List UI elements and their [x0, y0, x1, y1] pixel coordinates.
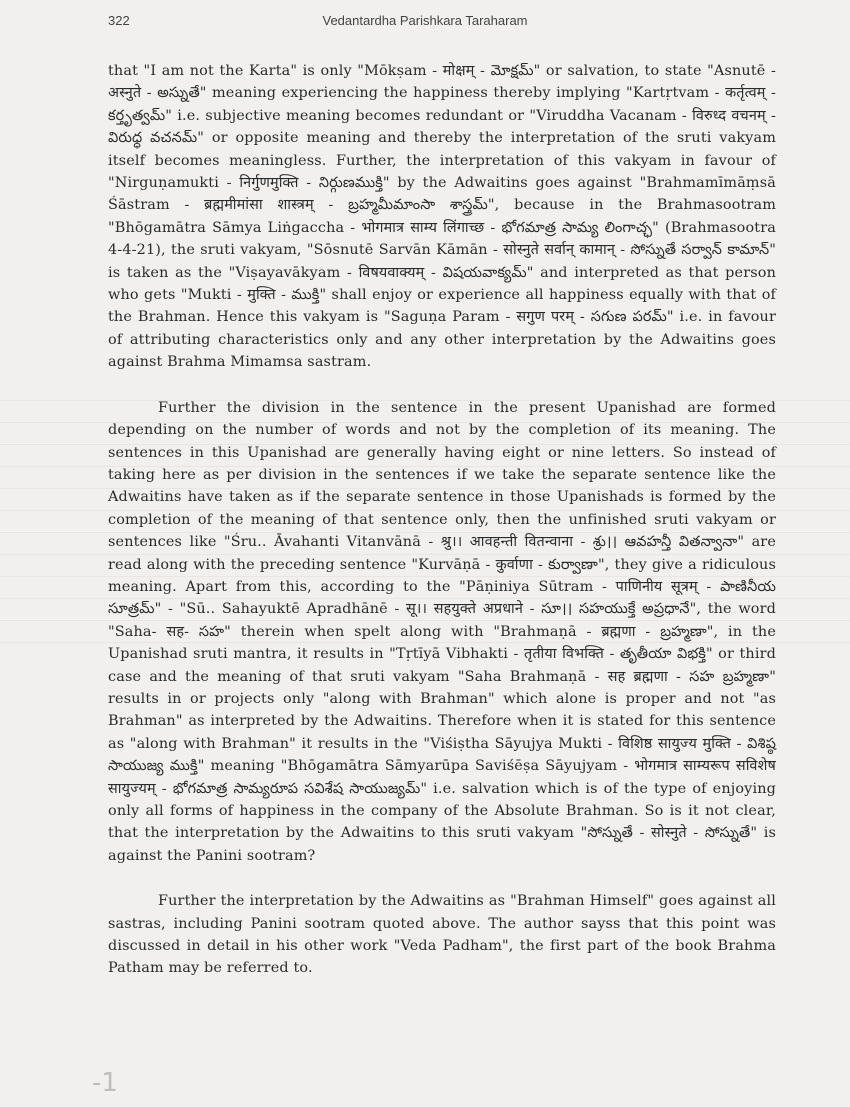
- paragraph-3: Further the interpretation by the Adwaitins as "Brahman Himself" goes against all sastras, including Panini sootram quoted above. The author sayss that this point was discussed in detail in his other work "Veda Padham", the first part of the book Brahma Patham may be referred to.: [108, 893, 776, 977]
- paragraph-2: Further the division in the sentence in the present Upanishad are formed depending on the number of words and not by the completion of its meaning. The sentences in this Upanishad are generally having eight or nine letters. So instead of taking here as per division in the sentences if we take the separate sentence like the Adwaitins have taken as if the separate sentence in those Upanishads is formed by the completion of the meaning of that sentence only, then the unfinished sruti vakyam or sentences like "Śru.. Āvahanti Vitanvānā - श्रु।। आवहन्ती वितन्वाना - శ్రు।। ఆవహన్తీ వితన్వానా" are read along with the preceding sentence "Kurvāṇā - कुर्वाणा - కుర్వాణా", they give a ridiculous meaning. Apart from this, according to the "Pāṇiniya Sūtram - पाणिनीय सूत्रम् - పాణినీయ సూత్రమ్" - "Sū.. Sahayuktē Apradhānē - सू।। सहयुक्ते अप्रधाने - సూ।। సహయుక్తే అప్రధానే", the word "Saha- सह- సహ" therein when spelt along with "Brahmaṇā - ब्रह्मणा - బ్రహ్మణా", in the Upanishad sruti mantra, it results in "Tṛtīyā Vibhakti - तृतीया विभक्ति - తృతీయా విభక్తి" or third case and the meaning of that sruti vakyam "Saha Brahmaṇā - सह ब्रह्मणा - సహ బ్రహ్మణా" results in or projects only "along with Brahman" which alone is proper and not "as Brahman" as interpreted by the Adwaitins. Therefore when it is stated for this sentence as "along with Brahman" it results in the "Viśiṣtha Sāyujya Mukti - विशिष्ठ सायुज्य मुक्ति - విశిష్ఠ సాయుజ్య ముక్తి" meaning "Bhōgamātra Sāmyarūpa Saviśēṣa Sāyujyam - भोगमात्र साम्यरूप सविशेष सायुज्यम् - భోగమాత్ర సామ్యరూప సవిశేష సాయుజ్యమ్" i.e. salvation which is of the type of enjoying only all forms of happiness in the company of the Absolute Brahman. So is it not clear, that the interpretation by the Adwaitins to this sruti vakyam "సోస్నుతే - सोस्नुते - సోస్నుతే" is against the Panini sootram?: [108, 399, 776, 864]
- page-number: 322: [108, 13, 130, 28]
- running-title: Vedantardha Parishkara Taraharam: [322, 13, 528, 28]
- paragraph-1: that "I am not the Karta" is only "Mōkṣam - मोक्षम् - మోక్షమ్" or salvation, to state "Asnutē - अस्नुते - అస్నుతే" meaning experiencing the happiness thereby implying "Kartṛtvam - कर्तृत्वम् - కర్తృత్వమ్" i.e. subjective meaning becomes redundant or "Viruddha Vacanam - विरुध्द वचनम् - విరుధ్ధ వచనమ్" or opposite meaning and thereby the interpretation of the sruti vakyam itself becomes meaningless. Further, the interpretation of this vakyam in favour of "Nirguṇamukti - निर्गुणमुक्ति - నిర్గుణముక్తి" by the Adwaitins goes against "Brahmamīmāṃsā Śāstram - ब्रह्ममीमांसा शास्त्रम् - బ్రహ్మమీమాంసా శాస్త్రమ్", because in the Brahmasootram "Bhōgamātra Sāmya Liṅgaccha - भोगमात्र साम्य लिंगाच्छ - భోగమాత్ర సామ్య లింగాచ్ఛ" (Brahmasootra 4-4-21), the sruti vakyam, "Sōsnutē Sarvān Kāmān - सोस्नुते सर्वान् कामान् - సోస్నుతే సర్వాన్ కామాన్" is taken as the "Viṣayavākyam - विषयवाक्यम् - విషయవాక్యమ్" and interpreted as that person who gets "Mukti - मुक्ति - ముక్తి" shall enjoy or experience all happiness equally with that of the Brahman. Hence this vakyam is "Saguṇa Param - सगुण परम् - సగుణ పరమ్" i.e. in favour of attributing characteristics only and any other interpretation by the Adwaitins goes against Brahma Mimamsa sastram.: [108, 63, 776, 371]
- margin-mark: -1: [92, 1068, 118, 1098]
- body-text: [108, 60, 776, 1003]
